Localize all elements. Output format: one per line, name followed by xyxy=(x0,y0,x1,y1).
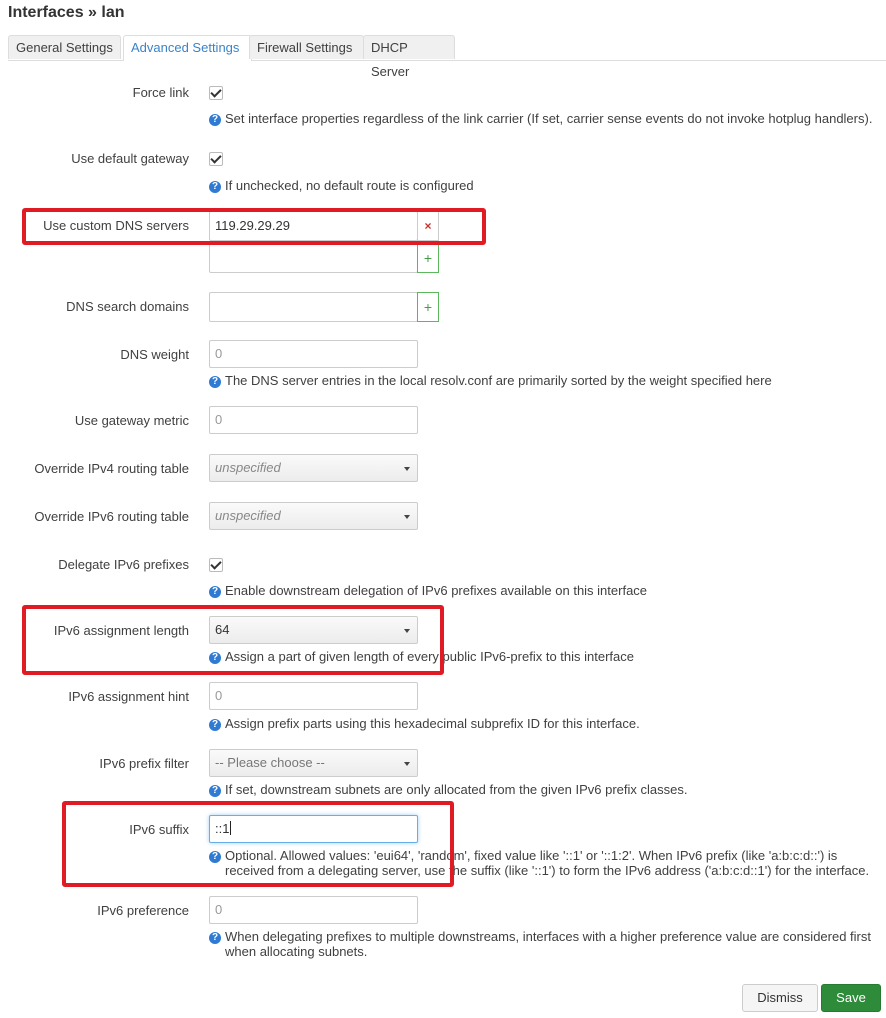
save-button[interactable]: Save xyxy=(821,984,881,1012)
help-icon: ? xyxy=(209,376,221,388)
chevron-down-icon xyxy=(404,467,410,471)
delegate-prefixes-label: Delegate IPv6 prefixes xyxy=(58,557,189,572)
assign-hint-label: IPv6 assignment hint xyxy=(68,689,189,704)
help-icon: ? xyxy=(209,181,221,193)
prefix-filter-select[interactable]: -- Please choose -- xyxy=(209,749,418,777)
chevron-down-icon xyxy=(404,762,410,766)
custom-dns-input-2[interactable] xyxy=(209,243,418,273)
assign-length-label: IPv6 assignment length xyxy=(53,623,189,638)
add-dns-button[interactable]: + xyxy=(417,243,439,273)
ipv4-table-label: Override IPv4 routing table xyxy=(34,461,189,476)
gateway-metric-input[interactable]: 0 xyxy=(209,406,418,434)
assign-length-select[interactable]: 64 xyxy=(209,616,418,644)
dns-search-input[interactable] xyxy=(209,292,418,322)
suffix-label: IPv6 suffix xyxy=(129,822,189,837)
suffix-input[interactable]: ::1 xyxy=(209,815,418,843)
prefix-filter-label: IPv6 prefix filter xyxy=(99,756,189,771)
custom-dns-label: Use custom DNS servers xyxy=(43,218,189,233)
force-link-help: ? Set interface properties regardless of the link carrier (If set, carrier sense events do not invoke hotplug handlers). xyxy=(209,111,872,126)
page-title: Interfaces » lan xyxy=(8,4,125,21)
tab-bar xyxy=(8,35,886,79)
help-icon: ? xyxy=(209,652,221,664)
prefix-filter-help: ? If set, downstream subnets are only allocated from the given IPv6 prefix classes. xyxy=(209,782,687,797)
dns-weight-input[interactable]: 0 xyxy=(209,340,418,368)
suffix-help: ? Optional. Allowed values: 'eui64', 'random', fixed value like '::1' or '::1:2'. When IPv6 prefix (like 'a:b:c:d::') is received from a delegating server, use the suffix (like '::1') to form the IPv6 address ('a:b:c:d::1') for the interface. xyxy=(209,848,869,878)
preference-help: ? When delegating prefixes to multiple downstreams, interfaces with a higher preference value are considered first when allocating subnets. xyxy=(209,929,871,959)
ipv4-table-select[interactable]: unspecified xyxy=(209,454,418,482)
assign-hint-help: ? Assign prefix parts using this hexadecimal subprefix ID for this interface. xyxy=(209,716,640,731)
remove-dns-button[interactable]: × xyxy=(417,211,439,241)
chevron-down-icon xyxy=(404,629,410,633)
force-link-checkbox[interactable] xyxy=(209,86,223,100)
assign-hint-input[interactable]: 0 xyxy=(209,682,418,710)
dns-weight-label: DNS weight xyxy=(120,347,189,362)
ipv6-table-label: Override IPv6 routing table xyxy=(34,509,189,524)
help-icon: ? xyxy=(209,114,221,126)
text-cursor xyxy=(230,821,231,835)
default-gateway-checkbox[interactable] xyxy=(209,152,223,166)
assign-length-help: ? Assign a part of given length of every public IPv6-prefix to this interface xyxy=(209,649,634,664)
add-search-domain-button[interactable]: + xyxy=(417,292,439,322)
help-icon: ? xyxy=(209,932,221,944)
custom-dns-input-1[interactable]: 119.29.29.29 xyxy=(209,211,418,241)
tab-general-settings[interactable]: General Settings xyxy=(8,35,121,59)
help-icon: ? xyxy=(209,851,221,863)
default-gateway-label: Use default gateway xyxy=(71,151,189,166)
gateway-metric-label: Use gateway metric xyxy=(74,413,189,428)
default-gateway-help: ? If unchecked, no default route is configured xyxy=(209,178,474,193)
help-icon: ? xyxy=(209,785,221,797)
dns-search-label: DNS search domains xyxy=(66,299,189,314)
help-icon: ? xyxy=(209,719,221,731)
preference-input[interactable]: 0 xyxy=(209,896,418,924)
help-icon: ? xyxy=(209,586,221,598)
force-link-label: Force link xyxy=(132,85,189,100)
tab-firewall-settings[interactable]: Firewall Settings xyxy=(249,35,364,59)
dismiss-button[interactable]: Dismiss xyxy=(742,984,818,1012)
delegate-prefixes-help: ? Enable downstream delegation of IPv6 prefixes available on this interface xyxy=(209,583,647,598)
tab-dhcp-server[interactable]: DHCP Server xyxy=(363,35,455,59)
dns-weight-help: ? The DNS server entries in the local resolv.conf are primarily sorted by the weight specified here xyxy=(209,373,772,388)
preference-label: IPv6 preference xyxy=(97,903,189,918)
chevron-down-icon xyxy=(404,515,410,519)
tab-advanced-settings[interactable]: Advanced Settings xyxy=(123,35,252,61)
ipv6-table-select[interactable]: unspecified xyxy=(209,502,418,530)
delegate-prefixes-checkbox[interactable] xyxy=(209,558,223,572)
